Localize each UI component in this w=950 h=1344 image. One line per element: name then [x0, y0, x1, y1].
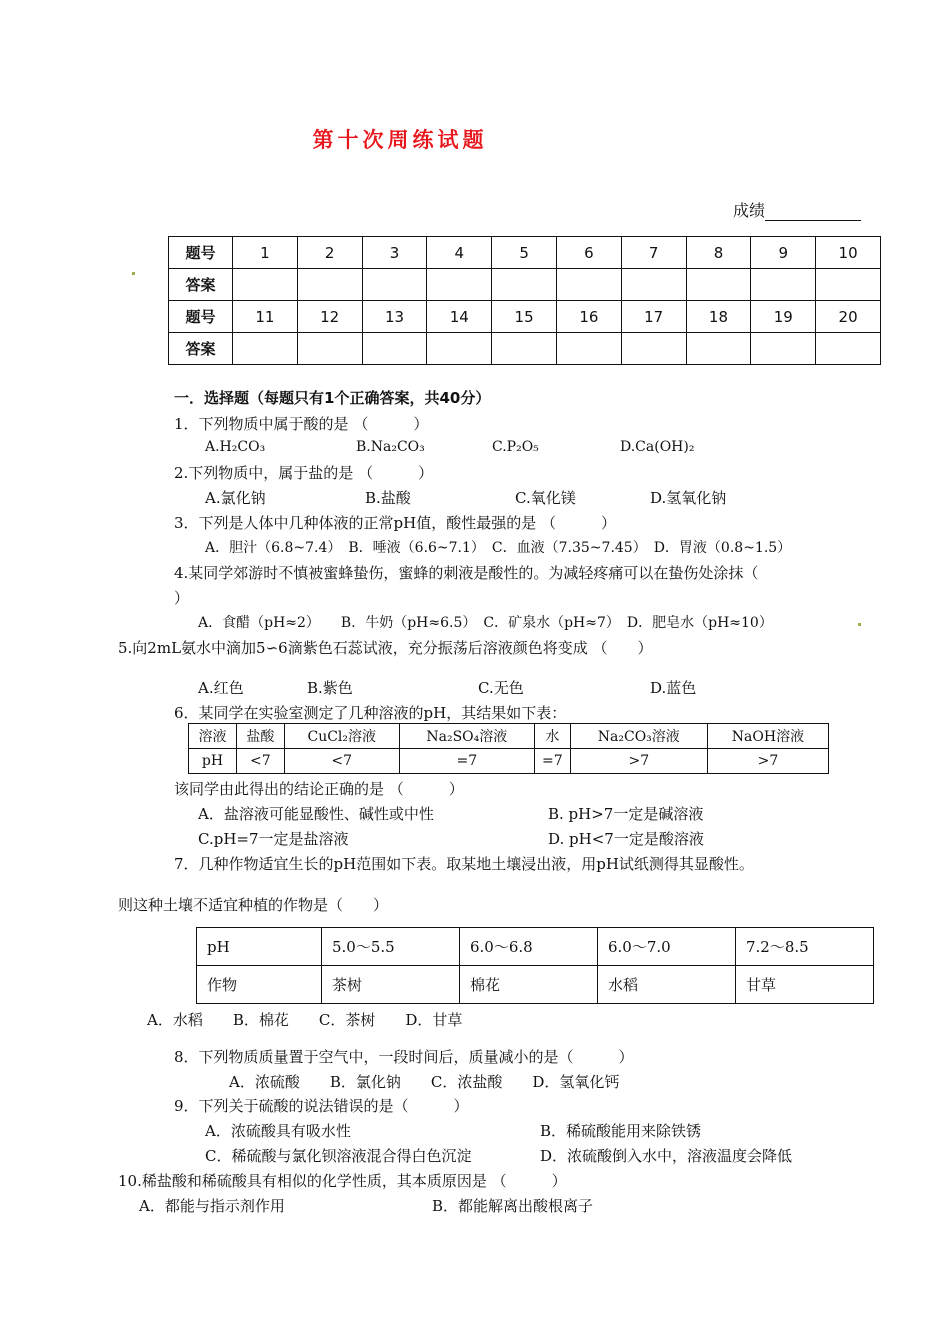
table-cell: Na₂CO₃溶液: [570, 724, 707, 749]
table-cell: >7: [570, 749, 707, 774]
question-number: 8: [686, 237, 751, 269]
table-cell: Na₂SO₄溶液: [399, 724, 534, 749]
option-c: C.P₂O₅: [492, 439, 539, 455]
option-b: B.紫色: [307, 679, 353, 697]
answer-cell[interactable]: [362, 333, 427, 365]
answer-cell[interactable]: [816, 269, 881, 301]
option-b: B. pH>7一定是碱溶液: [548, 805, 704, 823]
table-cell: 作物: [197, 966, 322, 1004]
section-heading: 一．选择题（每题只有1个正确答案，共40分）: [174, 389, 491, 407]
option-d: D.Ca(OH)₂: [620, 439, 695, 455]
answer-cell[interactable]: [621, 269, 686, 301]
table-row: [169, 237, 881, 269]
score-blank[interactable]: [765, 204, 861, 221]
option-c: C．稀硫酸与氯化钡溶液混合得白色沉淀: [205, 1147, 472, 1165]
option-c: C.氧化镁: [515, 489, 576, 507]
table-cell: pH: [197, 928, 322, 966]
option-a: A．盐溶液可能显酸性、碱性或中性: [198, 805, 434, 823]
stray-dot: [132, 272, 135, 275]
option-b: B．稀硫酸能用来除铁锈: [540, 1122, 702, 1140]
question-number: 3: [362, 237, 427, 269]
question-number: 14: [427, 301, 492, 333]
answer-cell[interactable]: [492, 333, 557, 365]
question-number: 6: [556, 237, 621, 269]
question-10-stem: 10.稀盐酸和稀硫酸具有相似的化学性质，其本质原因是 （ ）: [118, 1172, 567, 1190]
table-cell: 茶树: [322, 966, 460, 1004]
question-number: 16: [556, 301, 621, 333]
table-cell: >7: [707, 749, 828, 774]
option-a: A．浓硫酸具有吸水性: [205, 1122, 351, 1140]
option-c: C.pH=7一定是盐溶液: [198, 830, 349, 848]
question-2-stem: 2.下列物质中，属于盐的是 （ ）: [174, 464, 434, 482]
answer-table: [168, 236, 881, 365]
answer-cell[interactable]: [621, 333, 686, 365]
question-number: 20: [816, 301, 881, 333]
answer-cell[interactable]: [816, 333, 881, 365]
answer-cell[interactable]: [427, 333, 492, 365]
question-3-options: A．胆汁（6.8~7.4） B．唾液（6.6~7.1） C．血液（7.35~7.45） D．胃液（0.8~1.5）: [205, 540, 792, 556]
table-row: [197, 928, 874, 966]
option-a: A．都能与指示剂作用: [139, 1197, 285, 1215]
question-number: 11: [233, 301, 298, 333]
option-b: B．都能解离出酸根离子: [432, 1197, 594, 1215]
score-label: 成绩: [733, 201, 766, 220]
row-label: 答案: [169, 333, 233, 365]
option-a: A.氯化钠: [205, 489, 266, 507]
question-7-stem: 7．几种作物适宜生长的pH范围如下表。取某地土壤浸出液，用pH试纸测得其显酸性。: [174, 855, 754, 873]
question-6-prompt: 该同学由此得出的结论正确的是 （ ）: [174, 780, 464, 798]
page-title: 第十次周练试题: [312, 128, 488, 152]
question-number: 12: [297, 301, 362, 333]
option-d: D.蓝色: [650, 679, 697, 697]
table-row: [169, 301, 881, 333]
question-number: 7: [621, 237, 686, 269]
crop-table: [196, 927, 874, 1004]
table-cell: 6.0～7.0: [598, 928, 736, 966]
answer-cell[interactable]: [297, 333, 362, 365]
table-cell: =7: [534, 749, 570, 774]
question-9-stem: 9．下列关于硫酸的说法错误的是（ ）: [174, 1097, 469, 1115]
table-cell: 5.0～5.5: [322, 928, 460, 966]
table-cell: 甘草: [736, 966, 874, 1004]
question-number: 18: [686, 301, 751, 333]
table-cell: 溶液: [189, 724, 237, 749]
table-cell: 7.2～8.5: [736, 928, 874, 966]
answer-cell[interactable]: [686, 269, 751, 301]
row-label: 答案: [169, 269, 233, 301]
question-4-stem: 4.某同学郊游时不慎被蜜蜂蛰伤，蜜蜂的刺液是酸性的。为减轻疼痛可以在蛰伤处涂抹（: [174, 564, 759, 582]
table-row: [169, 333, 881, 365]
table-cell: 棉花: [460, 966, 598, 1004]
option-d: D. pH<7一定是酸溶液: [548, 830, 704, 848]
answer-cell[interactable]: [362, 269, 427, 301]
table-cell: <7: [236, 749, 284, 774]
question-8-stem: 8．下列物质质量置于空气中，一段时间后，质量减小的是（ ）: [174, 1048, 634, 1066]
option-d: D．浓硫酸倒入水中，溶液温度会降低: [540, 1147, 793, 1165]
answer-cell[interactable]: [556, 269, 621, 301]
option-a: A.H₂CO₃: [205, 439, 266, 455]
question-number: 17: [621, 301, 686, 333]
table-row: [169, 269, 881, 301]
question-4-stem-end: ）: [174, 589, 190, 607]
option-d: D.氢氧化钠: [650, 489, 727, 507]
answer-cell[interactable]: [427, 269, 492, 301]
table-row: [189, 724, 829, 749]
question-number: 2: [297, 237, 362, 269]
answer-cell[interactable]: [297, 269, 362, 301]
question-number: 19: [751, 301, 816, 333]
question-number: 15: [492, 301, 557, 333]
answer-cell[interactable]: [751, 333, 816, 365]
table-cell: =7: [399, 749, 534, 774]
row-label: 题号: [169, 301, 233, 333]
answer-cell[interactable]: [751, 269, 816, 301]
table-cell: NaOH溶液: [707, 724, 828, 749]
question-number: 5: [492, 237, 557, 269]
question-5-stem: 5.向2mL氨水中滴加5∽6滴紫色石蕊试液，充分振荡后溶液颜色将变成 （ ）: [118, 639, 653, 657]
table-cell: CuCl₂溶液: [284, 724, 399, 749]
table-cell: 水: [534, 724, 570, 749]
option-b: B.Na₂CO₃: [356, 439, 425, 455]
question-7-stem-end: 则这种土壤不适宜种植的作物是（ ）: [118, 896, 389, 914]
option-a: A.红色: [198, 679, 244, 697]
table-row: [197, 966, 874, 1004]
answer-cell[interactable]: [233, 333, 298, 365]
answer-cell[interactable]: [492, 269, 557, 301]
question-number: 13: [362, 301, 427, 333]
table-cell: 6.0～6.8: [460, 928, 598, 966]
question-4-options: A．食醋（pH≈2） B．牛奶（pH≈6.5） C．矿泉水（pH≈7） D．肥皂水（pH≈10）: [198, 615, 773, 631]
answer-cell[interactable]: [556, 333, 621, 365]
table-cell: pH: [189, 749, 237, 774]
stray-dot: [858, 623, 861, 626]
ph-table: [188, 723, 829, 774]
table-cell: 水稻: [598, 966, 736, 1004]
question-3-stem: 3．下列是人体中几种体液的正常pH值，酸性最强的是 （ ）: [174, 514, 616, 532]
question-number: 9: [751, 237, 816, 269]
answer-cell[interactable]: [686, 333, 751, 365]
answer-cell[interactable]: [233, 269, 298, 301]
question-6-stem: 6．某同学在实验室测定了几种溶液的pH，其结果如下表：: [174, 704, 567, 722]
row-label: 题号: [169, 237, 233, 269]
table-row: [189, 749, 829, 774]
question-1-stem: 1．下列物质中属于酸的是 （ ）: [174, 415, 429, 433]
table-cell: 盐酸: [236, 724, 284, 749]
option-c: C.无色: [478, 679, 524, 697]
table-cell: <7: [284, 749, 399, 774]
question-7-options: A．水稻 B．棉花 C．茶树 D．甘草: [147, 1011, 463, 1029]
question-number: 1: [233, 237, 298, 269]
score-field: [733, 198, 861, 221]
question-number: 4: [427, 237, 492, 269]
question-8-options: A．浓硫酸 B．氯化钠 C．浓盐酸 D．氢氧化钙: [229, 1073, 620, 1091]
question-number: 10: [816, 237, 881, 269]
option-b: B.盐酸: [365, 489, 411, 507]
